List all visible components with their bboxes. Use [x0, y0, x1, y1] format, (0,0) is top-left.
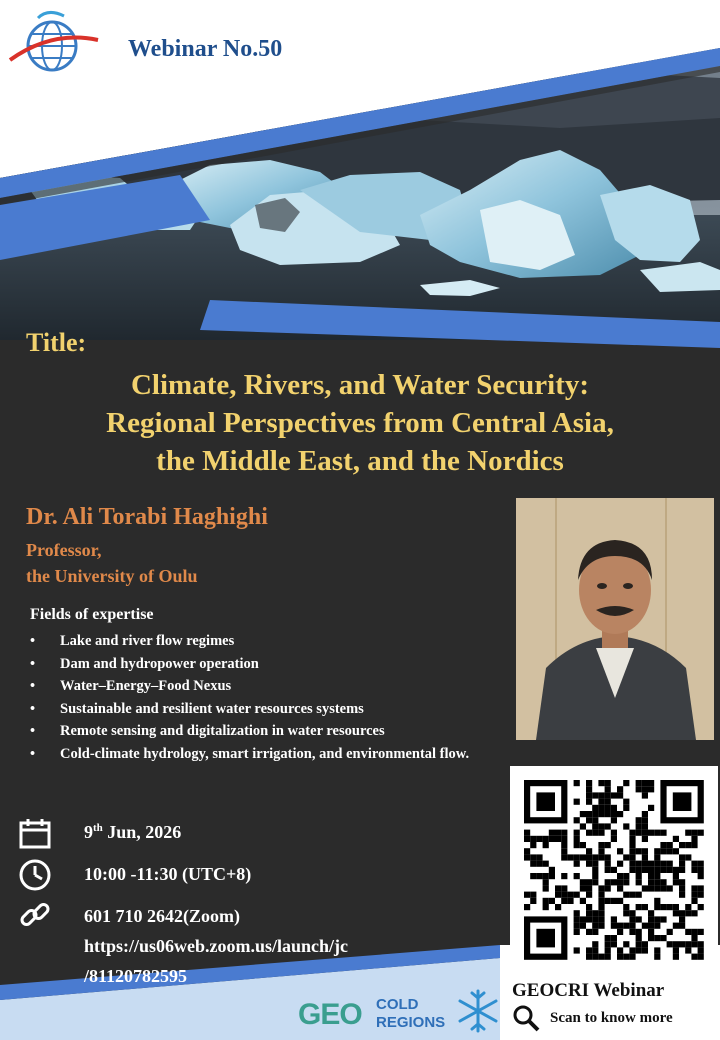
speaker-photo — [516, 498, 714, 740]
event-time: 10:00 -11:30 (UTC+8) — [84, 864, 252, 884]
list-item: • Remote sensing and digitalization in water resources — [30, 720, 490, 743]
speaker-role-title: Professor, — [26, 540, 102, 560]
logo-geo-text: GEO — [298, 998, 362, 1031]
meeting-link-line-1[interactable]: https://us06web.zoom.us/launch/jc — [84, 936, 349, 956]
scan-label: Scan to know more — [550, 1010, 673, 1026]
calendar-icon — [18, 818, 52, 850]
list-item: • Sustainable and resilient water resources systems — [30, 698, 490, 721]
link-icon — [18, 898, 52, 932]
globe-logo-icon — [8, 10, 100, 76]
search-icon — [512, 1004, 540, 1032]
geocri-label: GEOCRI Webinar — [512, 980, 665, 1001]
qr-code[interactable] — [510, 766, 718, 974]
geo-cold-regions-logo — [298, 996, 502, 1036]
bullet: • — [30, 655, 36, 672]
bullet: • — [30, 678, 36, 694]
qr-code-image — [510, 766, 718, 974]
bullet: • — [30, 723, 36, 739]
bullet: • — [30, 700, 36, 717]
meeting-id: 601 710 2642(Zoom) — [84, 906, 240, 926]
logo-regions-text: REGIONS — [376, 1014, 446, 1031]
speaker-name: Dr. Ali Torabi Haghighi — [26, 504, 268, 530]
list-item: • Cold-climate hydrology, smart irrigation, and environmental flow. — [30, 743, 490, 766]
bullet: • — [30, 745, 36, 762]
title-label: Title: — [26, 328, 87, 357]
meeting-link-line-2[interactable]: /81120782595 — [84, 966, 188, 986]
clock-icon — [18, 858, 52, 892]
title-line-1: Climate, Rivers, and Water Security: — [130, 369, 590, 401]
speaker-affiliation: the University of Oulu — [26, 566, 198, 586]
logo-cold-text: COLD — [376, 996, 419, 1013]
list-item: • Lake and river flow regimes — [30, 630, 490, 653]
snowflake-icon — [454, 988, 502, 1034]
list-item: • Dam and hydropower operation — [30, 653, 490, 676]
expertise-list — [30, 630, 490, 765]
event-date: 9th Jun, 2026 — [84, 822, 182, 842]
expertise-heading: Fields of expertise — [30, 606, 154, 623]
list-item: • Water–Energy–Food Nexus — [30, 675, 490, 698]
title-line-2: Regional Perspectives from Central Asia, — [106, 407, 614, 439]
bullet: • — [30, 633, 36, 649]
webinar-number: Webinar No.50 — [128, 36, 283, 62]
title-line-3: the Middle East, and the Nordics — [156, 445, 564, 477]
